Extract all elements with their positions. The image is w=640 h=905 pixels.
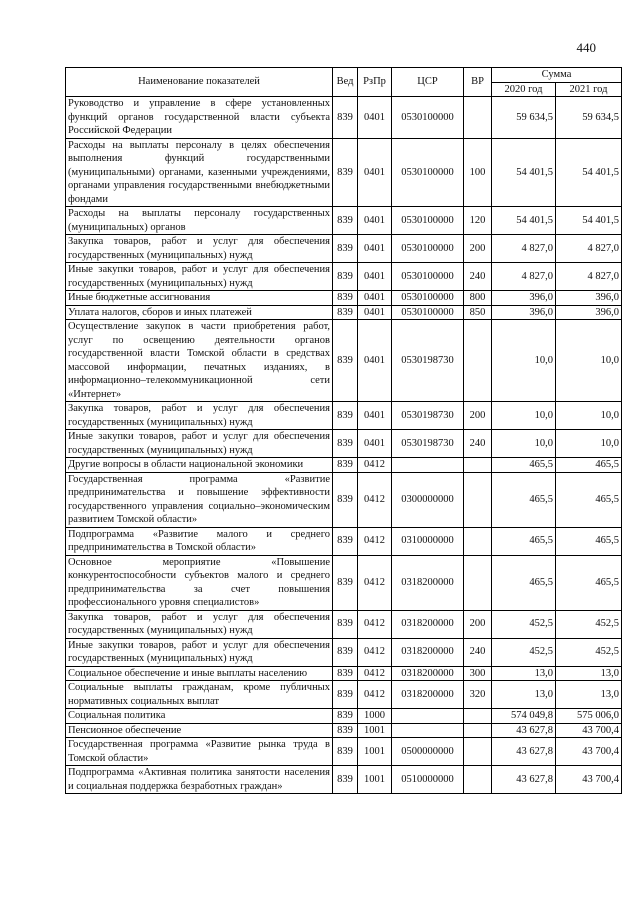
row-amount-2020: 396,0 [492, 291, 556, 306]
row-amount-2021: 396,0 [556, 291, 622, 306]
row-ved: 839 [333, 402, 358, 430]
row-ved: 839 [333, 527, 358, 555]
row-name: Закупка товаров, работ и услуг для обеспечения государственных (муниципальных) нужд [66, 235, 333, 263]
row-ved: 839 [333, 97, 358, 139]
row-name: Государственная программа «Развитие предпринимательства и повышение эффективности государственного управления социально–экономическим развитием Томской области» [66, 472, 333, 527]
row-amount-2020: 59 634,5 [492, 97, 556, 139]
row-amount-2020: 43 627,8 [492, 723, 556, 738]
row-rzpr: 1000 [358, 709, 392, 724]
row-ved: 839 [333, 458, 358, 473]
row-vr [464, 738, 492, 766]
row-csr: 0530100000 [392, 138, 464, 207]
row-amount-2020: 54 401,5 [492, 207, 556, 235]
row-name: Иные закупки товаров, работ и услуг для обеспечения государственных (муниципальных) нужд [66, 263, 333, 291]
row-amount-2021: 465,5 [556, 555, 622, 610]
row-csr: 0530198730 [392, 320, 464, 402]
row-ved: 839 [333, 681, 358, 709]
table-row [66, 738, 622, 766]
table-row [66, 766, 622, 794]
row-amount-2020: 13,0 [492, 666, 556, 681]
table-row [66, 402, 622, 430]
row-rzpr: 0401 [358, 138, 392, 207]
row-csr: 0310000000 [392, 527, 464, 555]
row-name: Закупка товаров, работ и услуг для обеспечения государственных (муниципальных) нужд [66, 402, 333, 430]
row-rzpr: 0401 [358, 291, 392, 306]
row-amount-2020: 4 827,0 [492, 263, 556, 291]
row-ved: 839 [333, 263, 358, 291]
row-vr [464, 472, 492, 527]
row-name: Пенсионное обеспечение [66, 723, 333, 738]
row-name: Социальное обеспечение и иные выплаты населению [66, 666, 333, 681]
row-vr: 100 [464, 138, 492, 207]
row-rzpr: 0401 [358, 263, 392, 291]
row-amount-2021: 465,5 [556, 472, 622, 527]
row-ved: 839 [333, 766, 358, 794]
row-rzpr: 0401 [358, 402, 392, 430]
row-ved: 839 [333, 235, 358, 263]
row-ved: 839 [333, 320, 358, 402]
row-amount-2021: 575 006,0 [556, 709, 622, 724]
row-amount-2021: 396,0 [556, 305, 622, 320]
row-amount-2021: 43 700,4 [556, 738, 622, 766]
row-vr [464, 527, 492, 555]
row-vr: 800 [464, 291, 492, 306]
row-amount-2021: 10,0 [556, 320, 622, 402]
row-csr: 0300000000 [392, 472, 464, 527]
row-csr: 0530100000 [392, 97, 464, 139]
row-amount-2021: 10,0 [556, 430, 622, 458]
row-csr [392, 709, 464, 724]
row-name: Иные бюджетные ассигнования [66, 291, 333, 306]
row-name: Осуществление закупок в части приобретения работ, услуг по освещению деятельности органов государственной власти Томской области в средствах массовой информации, печатных изданиях, в информационно–телекоммуникационной сети «Интернет» [66, 320, 333, 402]
budget-table [65, 67, 622, 794]
row-amount-2021: 13,0 [556, 666, 622, 681]
row-csr: 0530100000 [392, 305, 464, 320]
row-csr: 0318200000 [392, 666, 464, 681]
row-csr: 0510000000 [392, 766, 464, 794]
row-name: Социальная политика [66, 709, 333, 724]
row-amount-2021: 465,5 [556, 458, 622, 473]
row-name: Другие вопросы в области национальной экономики [66, 458, 333, 473]
page-number: 440 [576, 40, 596, 55]
row-rzpr: 1001 [358, 723, 392, 738]
row-name: Уплата налогов, сборов и иных платежей [66, 305, 333, 320]
row-vr: 300 [464, 666, 492, 681]
row-vr: 200 [464, 402, 492, 430]
row-ved: 839 [333, 610, 358, 638]
row-rzpr: 0412 [358, 555, 392, 610]
row-amount-2021: 465,5 [556, 527, 622, 555]
row-amount-2021: 10,0 [556, 402, 622, 430]
row-rzpr: 0401 [358, 97, 392, 139]
row-name: Подпрограмма «Развитие малого и среднего предпринимательства в Томской области» [66, 527, 333, 555]
row-name: Социальные выплаты гражданам, кроме публичных нормативных социальных выплат [66, 681, 333, 709]
row-name: Государственная программа «Развитие рынка труда в Томской области» [66, 738, 333, 766]
row-ved: 839 [333, 291, 358, 306]
row-rzpr: 0401 [358, 320, 392, 402]
row-name: Расходы на выплаты персоналу государственных (муниципальных) органов [66, 207, 333, 235]
row-csr: 0530100000 [392, 291, 464, 306]
row-amount-2020: 43 627,8 [492, 738, 556, 766]
row-vr: 240 [464, 263, 492, 291]
header-rzpr: РзПр [358, 68, 392, 97]
row-amount-2021: 54 401,5 [556, 138, 622, 207]
row-amount-2021: 4 827,0 [556, 263, 622, 291]
table-row [66, 709, 622, 724]
row-ved: 839 [333, 709, 358, 724]
row-rzpr: 0401 [358, 207, 392, 235]
table-row [66, 555, 622, 610]
row-amount-2020: 10,0 [492, 320, 556, 402]
row-name: Подпрограмма «Активная политика занятости населения и социальная поддержка безработных граждан» [66, 766, 333, 794]
header-vr: ВР [464, 68, 492, 97]
header-csr: ЦСР [392, 68, 464, 97]
row-vr: 240 [464, 638, 492, 666]
row-amount-2020: 465,5 [492, 472, 556, 527]
row-amount-2021: 4 827,0 [556, 235, 622, 263]
row-ved: 839 [333, 430, 358, 458]
header-2021: 2021 год [556, 82, 622, 97]
row-vr: 320 [464, 681, 492, 709]
row-csr: 0530198730 [392, 430, 464, 458]
table-row [66, 263, 622, 291]
row-ved: 839 [333, 472, 358, 527]
row-rzpr: 0412 [358, 681, 392, 709]
table-row [66, 320, 622, 402]
row-vr: 120 [464, 207, 492, 235]
table-row [66, 207, 622, 235]
row-vr: 850 [464, 305, 492, 320]
row-ved: 839 [333, 666, 358, 681]
table-row [66, 235, 622, 263]
table-row [66, 458, 622, 473]
table-header [66, 68, 622, 97]
row-name: Закупка товаров, работ и услуг для обеспечения государственных (муниципальных) нужд [66, 610, 333, 638]
row-csr: 0530100000 [392, 235, 464, 263]
row-amount-2020: 396,0 [492, 305, 556, 320]
row-csr: 0530100000 [392, 207, 464, 235]
table-body [66, 97, 622, 794]
row-rzpr: 1001 [358, 766, 392, 794]
row-csr: 0530198730 [392, 402, 464, 430]
row-vr: 200 [464, 235, 492, 263]
header-sum: Сумма [492, 68, 622, 83]
row-name: Иные закупки товаров, работ и услуг для обеспечения государственных (муниципальных) нужд [66, 430, 333, 458]
row-ved: 839 [333, 638, 358, 666]
row-ved: 839 [333, 738, 358, 766]
row-amount-2020: 54 401,5 [492, 138, 556, 207]
table-row [66, 430, 622, 458]
row-rzpr: 0401 [358, 235, 392, 263]
row-amount-2020: 465,5 [492, 458, 556, 473]
table-row [66, 681, 622, 709]
row-amount-2020: 13,0 [492, 681, 556, 709]
row-vr [464, 555, 492, 610]
row-ved: 839 [333, 207, 358, 235]
table-row [66, 666, 622, 681]
row-csr: 0318200000 [392, 681, 464, 709]
header-ved: Вед [333, 68, 358, 97]
row-csr: 0530100000 [392, 263, 464, 291]
row-csr: 0318200000 [392, 638, 464, 666]
row-csr [392, 458, 464, 473]
table-row [66, 291, 622, 306]
row-rzpr: 0412 [358, 527, 392, 555]
row-rzpr: 1001 [358, 738, 392, 766]
row-csr: 0500000000 [392, 738, 464, 766]
row-rzpr: 0412 [358, 472, 392, 527]
row-ved: 839 [333, 305, 358, 320]
row-csr: 0318200000 [392, 610, 464, 638]
row-vr: 200 [464, 610, 492, 638]
row-name: Руководство и управление в сфере установленных функций органов государственной власти субъекта Российской Федерации [66, 97, 333, 139]
table-row [66, 527, 622, 555]
row-amount-2020: 10,0 [492, 402, 556, 430]
row-amount-2020: 10,0 [492, 430, 556, 458]
row-rzpr: 0412 [358, 610, 392, 638]
row-amount-2020: 452,5 [492, 610, 556, 638]
table-row [66, 97, 622, 139]
row-amount-2020: 4 827,0 [492, 235, 556, 263]
row-ved: 839 [333, 555, 358, 610]
table-row [66, 638, 622, 666]
row-name: Расходы на выплаты персоналу в целях обеспечения выполнения функций государственными (муниципальными) органами, казенными учреждениями, органами управления государственными внебюджетными фондами [66, 138, 333, 207]
header-name: Наименование показателей [66, 68, 333, 97]
row-vr [464, 458, 492, 473]
row-vr [464, 766, 492, 794]
row-vr [464, 723, 492, 738]
row-amount-2021: 13,0 [556, 681, 622, 709]
row-amount-2021: 452,5 [556, 638, 622, 666]
row-amount-2021: 59 634,5 [556, 97, 622, 139]
row-rzpr: 0401 [358, 430, 392, 458]
row-amount-2021: 43 700,4 [556, 723, 622, 738]
row-csr [392, 723, 464, 738]
table-row [66, 610, 622, 638]
row-rzpr: 0412 [358, 458, 392, 473]
header-2020: 2020 год [492, 82, 556, 97]
row-amount-2020: 465,5 [492, 555, 556, 610]
row-name: Иные закупки товаров, работ и услуг для обеспечения государственных (муниципальных) нужд [66, 638, 333, 666]
row-vr [464, 320, 492, 402]
row-csr: 0318200000 [392, 555, 464, 610]
row-amount-2020: 574 049,8 [492, 709, 556, 724]
table-row [66, 305, 622, 320]
row-ved: 839 [333, 138, 358, 207]
row-rzpr: 0401 [358, 305, 392, 320]
row-amount-2021: 54 401,5 [556, 207, 622, 235]
table-row [66, 138, 622, 207]
row-amount-2020: 452,5 [492, 638, 556, 666]
row-vr: 240 [464, 430, 492, 458]
row-amount-2021: 43 700,4 [556, 766, 622, 794]
table-row [66, 472, 622, 527]
row-vr [464, 97, 492, 139]
table-row [66, 723, 622, 738]
row-vr [464, 709, 492, 724]
row-amount-2020: 465,5 [492, 527, 556, 555]
row-rzpr: 0412 [358, 666, 392, 681]
row-rzpr: 0412 [358, 638, 392, 666]
row-amount-2020: 43 627,8 [492, 766, 556, 794]
row-name: Основное мероприятие «Повышение конкурентоспособности субъектов малого и среднего предпринимательства за счет повышения профессионального уровня специалистов» [66, 555, 333, 610]
row-amount-2021: 452,5 [556, 610, 622, 638]
row-ved: 839 [333, 723, 358, 738]
